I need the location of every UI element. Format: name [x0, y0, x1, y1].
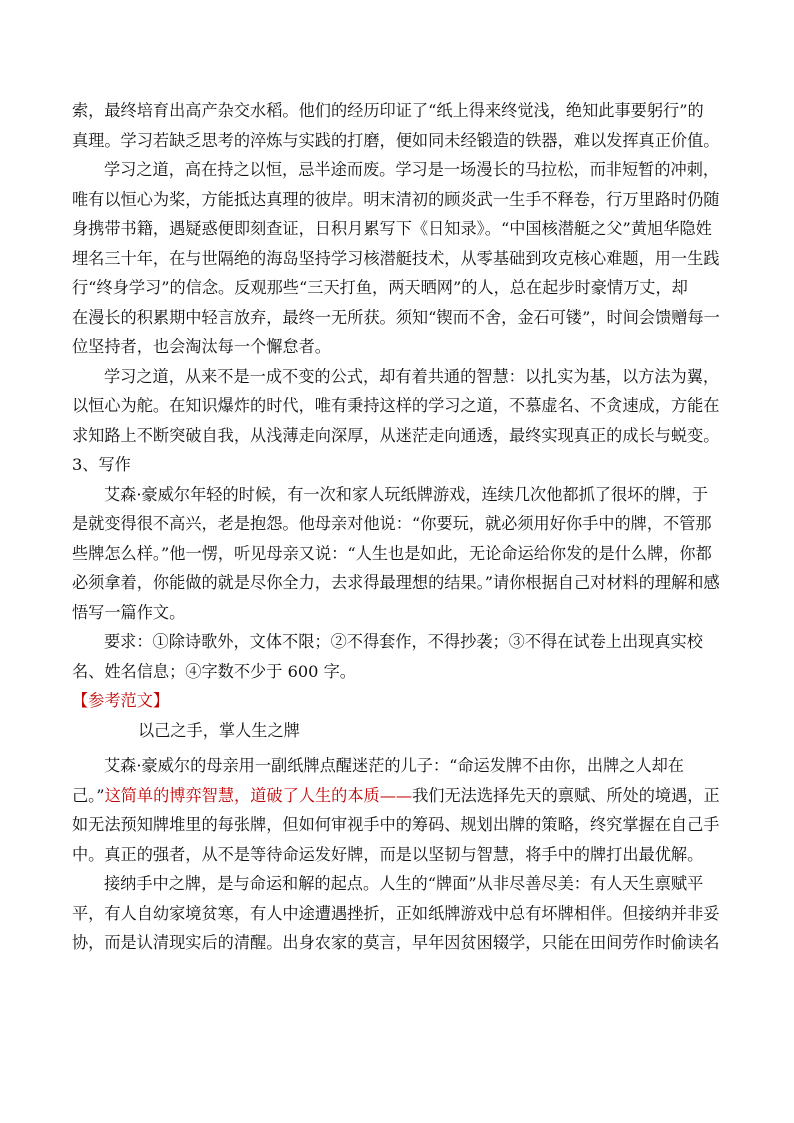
- highlighted-text: 这简单的博弈智慧，道破了人生的本质——: [104, 785, 413, 805]
- paragraph-line: 在漫长的积累期中轻言放弃，最终一无所获。须知“锲而不舍，金石可镂”，时间会馈赠每一: [72, 307, 720, 327]
- paragraph-line: 行“终身学习”的信念。反观那些“三天打鱼，两天晒网”的人，总在起步时豪情万丈，却: [72, 278, 688, 297]
- paragraph-line: 如无法预知牌堆里的每张牌，但如何审视手中的筹码、规划出牌的策略，终究掌握在自己手: [72, 815, 720, 834]
- paragraph-line: 必须拿着，你能做的就是尽你全力，去求得最理想的结果。”请你根据自己对材料的理解和感: [72, 573, 720, 592]
- paragraph-line: 身携带书籍，遇疑惑便即刻查证，日积月累写下《日知录》。“中国核潜艇之父”黄旭华隐姓: [72, 219, 712, 238]
- paragraph-line: 真理。学习若缺乏思考的淬炼与实践的打磨，便如同未经锻造的铁器，难以发挥真正价值。: [72, 130, 720, 150]
- section-heading: 3、写作: [72, 455, 131, 474]
- paragraph-line: 接纳手中之牌，是与命运和解的起点。人生的“牌面”从非尽善尽美：有人天生禀赋平: [104, 874, 704, 893]
- paragraph-line: 求知路上不断突破自我，从浅薄走向深厚，从迷茫走向通透，最终实现真正的成长与蜕变。: [72, 425, 720, 445]
- paragraph-line: 中。真正的强者，从不是等待命运发好牌，而是以坚韧与智慧，将手中的牌打出最优解。: [72, 844, 704, 864]
- paragraph-line: [72, 781, 722, 811]
- paragraph-line: 艾森·豪威尔年轻的时候，有一次和家人玩纸牌游戏，连续几次他都抓了很坏的牌，于: [104, 484, 709, 504]
- paragraph-line: 索，最终培育出高产杂交水稻。他们的经历印证了“纸上得来终觉浅，绝知此事要躬行”的: [72, 101, 704, 120]
- paragraph-line: 埋名三十年，在与世隔绝的海岛坚持学习核潜艇技术，从零基础到攻克核心难题，用一生践: [72, 248, 720, 268]
- paragraph-line: 艾森·豪威尔的母亲用一副纸牌点醒迷茫的儿子：“命运发牌不由你，出牌之人却在: [104, 756, 684, 775]
- requirements-line: 要求：①除诗歌外，文体不限；②不得套作，不得抄袭；③不得在试卷上出现真实校: [104, 632, 703, 651]
- paragraph-line: 是就变得很不高兴，老是抱怨。他母亲对他说：“你要玩，就必须用好你手中的牌，不管那: [72, 514, 712, 533]
- line-text: 我们无法选择先天的禀赋、所处的境遇，正: [412, 785, 720, 805]
- paragraph-line: 学习之道，从来不是一成不变的公式，却有着共通的智慧：以扎实为基，以方法为翼，: [104, 366, 720, 386]
- paragraph-line: 些牌怎么样。”他一愣，听见母亲又说：“人生也是如此，无论命运给你发的是什么牌，你都: [72, 543, 712, 563]
- paragraph-line: 平，有人自幼家境贫寒，有人中途遭遇挫折，正如纸牌游戏中总有坏牌相伴。但接纳并非妥: [72, 903, 720, 923]
- paragraph-line: 悟写一篇作文。: [72, 602, 186, 622]
- paragraph-line: 以恒心为舵。在知识爆炸的时代，唯有秉持这样的学习之道，不慕虚名、不贪速成，方能在: [72, 396, 720, 415]
- requirements-line: 名、姓名信息；④字数不少于 600 字。: [72, 661, 356, 681]
- document-page: [72, 96, 722, 958]
- paragraph-line: 唯有以恒心为桨，方能抵达真理的彼岸。明末清初的顾炎武一生手不释卷，行万里路时仍随: [72, 189, 720, 209]
- paragraph-line: 学习之道，高在持之以恒，忌半途而废。学习是一场漫长的马拉松，而非短暂的冲刺，: [104, 160, 720, 179]
- essay-title: 以己之手，掌人生之牌: [138, 720, 300, 740]
- paragraph-line: 协，而是认清现实后的清醒。出身农家的莫言，早年因贫困辍学，只能在田间劳作时偷读名: [72, 933, 720, 952]
- reference-essay-label: 【参考范文】: [72, 691, 170, 710]
- line-text: 己。”: [72, 785, 105, 805]
- paragraph-line: 位坚持者，也会淘汰每一个懈怠者。: [72, 337, 331, 356]
